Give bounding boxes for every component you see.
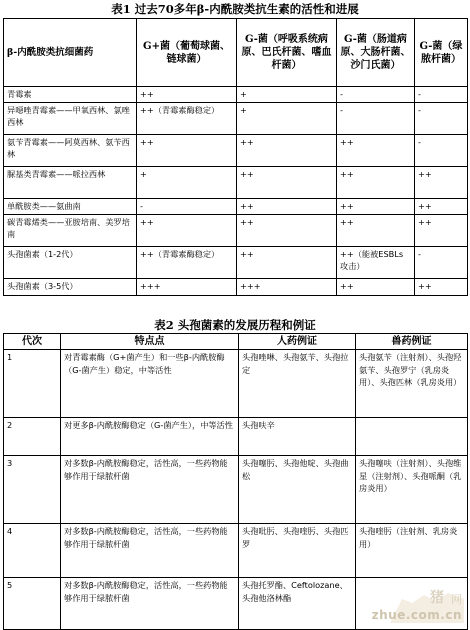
table-cell: ++ bbox=[337, 166, 415, 198]
table-cell: ++（青霉素酶稳定） bbox=[137, 246, 237, 278]
table-cell: 1 bbox=[4, 350, 61, 418]
table2 bbox=[3, 333, 468, 630]
watermark-text: 网 bbox=[451, 593, 462, 606]
table-row bbox=[4, 102, 468, 134]
table-row bbox=[4, 350, 468, 418]
table-row bbox=[4, 166, 468, 198]
table-cell: +++ bbox=[137, 278, 237, 295]
table1-title: 表1 过去70多年β-内酰胺类抗生素的活性和进展 bbox=[111, 2, 359, 16]
table-cell: ++ bbox=[237, 198, 337, 214]
table-cell: ++ bbox=[137, 87, 237, 103]
table1-header: G-菌（绿脓杆菌） bbox=[415, 19, 468, 87]
table-row bbox=[4, 524, 468, 578]
table-cell: - bbox=[415, 87, 468, 103]
table-cell: ++（能被ESBLs攻击） bbox=[337, 246, 415, 278]
table-cell: ++ bbox=[337, 198, 415, 214]
table-row bbox=[4, 246, 468, 278]
table-row bbox=[4, 456, 468, 524]
table-cell: - bbox=[415, 134, 468, 166]
table2-header: 人药例证 bbox=[239, 334, 356, 350]
table2-header: 兽药例证 bbox=[356, 334, 468, 350]
table-row bbox=[4, 418, 468, 456]
table-cell: 对青霉素酶（G+菌产生）和一些β-内酰胺酶（G-菌产生）稳定，中等活性 bbox=[61, 350, 239, 418]
table2-title: 表2 头孢菌素的发展历程和例证 bbox=[154, 318, 316, 332]
table-cell: 头孢吡肟、头孢喹肟、头孢匹罗 bbox=[239, 524, 356, 578]
table-cell: ++（青霉素酶稳定） bbox=[137, 102, 237, 134]
table-cell: 5 bbox=[4, 578, 61, 630]
table-cell: - bbox=[337, 87, 415, 103]
table1-header: G+菌（葡萄球菌、链球菌） bbox=[137, 19, 237, 87]
table1 bbox=[3, 18, 468, 296]
table-cell: 2 bbox=[4, 418, 61, 456]
table2-header: 代次 bbox=[4, 334, 61, 350]
table-cell: 对多数β-内酰胺酶稳定，活性高，一些药物能够作用于绿脓杆菌 bbox=[61, 524, 239, 578]
table-cell: + bbox=[137, 166, 237, 198]
table-cell: + bbox=[237, 102, 337, 134]
table-cell: 头孢呋辛 bbox=[239, 418, 356, 456]
table-cell: 氨苄青霉素——阿莫西林、氨苄西林 bbox=[4, 134, 137, 166]
table-cell: ++ bbox=[337, 134, 415, 166]
table-cell: 头孢噻肟、头孢他啶、头孢曲松 bbox=[239, 456, 356, 524]
table-cell: 头孢菌素（1-2代） bbox=[4, 246, 137, 278]
table-cell: - bbox=[137, 198, 237, 214]
table-cell: 对多数β-内酰胺酶稳定，活性高，一些药物能够作用于绿脓杆菌 bbox=[61, 578, 239, 630]
table-cell: 头孢托罗酯、Ceftolozane、头孢他洛林酯 bbox=[239, 578, 356, 630]
table-cell: - bbox=[337, 102, 415, 134]
table-cell: ++ bbox=[137, 134, 237, 166]
table-cell: 对更多β-内酰胺酶稳定（G-菌产生），中等活性 bbox=[61, 418, 239, 456]
table-cell: ++ bbox=[415, 214, 468, 246]
table-cell: +++ bbox=[237, 278, 337, 295]
table-cell: ++ bbox=[415, 198, 468, 214]
table-cell: ++ bbox=[237, 214, 337, 246]
table2-header-row bbox=[4, 334, 468, 350]
table1-header: β-内酰胺类抗细菌药 bbox=[4, 19, 137, 87]
table-cell: - bbox=[415, 102, 468, 134]
table-cell: 3 bbox=[4, 456, 61, 524]
table-cell: 脲基类青霉素——哌拉西林 bbox=[4, 166, 137, 198]
table1-header: G-菌（肠道病原、大肠杆菌、沙门氏菌） bbox=[337, 19, 415, 87]
table-cell bbox=[356, 418, 468, 456]
table-cell: ++ bbox=[415, 278, 468, 295]
table-row bbox=[4, 134, 468, 166]
table-cell: 单酰胺类——氨曲南 bbox=[4, 198, 137, 214]
table-cell: + bbox=[237, 87, 337, 103]
table-cell: 碳青霉烯类——亚胺培南、美罗培南 bbox=[4, 214, 137, 246]
table-cell: ++ bbox=[237, 166, 337, 198]
table-cell: - bbox=[415, 246, 468, 278]
table-row bbox=[4, 278, 468, 295]
table-row bbox=[4, 87, 468, 103]
table-cell: 头孢菌素（3-5代） bbox=[4, 278, 137, 295]
table-cell: 青霉素 bbox=[4, 87, 137, 103]
table-row bbox=[4, 198, 468, 214]
table-cell: ++ bbox=[237, 134, 337, 166]
table-row bbox=[4, 214, 468, 246]
table-cell: 头孢唑啉、头孢氨苄、头孢拉定 bbox=[239, 350, 356, 418]
table-cell: ++ bbox=[337, 214, 415, 246]
watermark-text: 猪 bbox=[430, 590, 444, 606]
table-cell: 头孢氨苄（注射剂）、头孢羟氨苄、头孢罗宁（乳房炎用）、头孢匹林（乳房炎用） bbox=[356, 350, 468, 418]
table-cell: 头孢喹肟（注射剂、乳房炎用） bbox=[356, 524, 468, 578]
table-cell: 异噁唑青霉素——甲氧西林、氯唑西林 bbox=[4, 102, 137, 134]
table2-header: 特点点 bbox=[61, 334, 239, 350]
table-cell: 对多数β-内酰胺酶稳定，活性高，一些药物能够作用于绿脓杆菌 bbox=[61, 456, 239, 524]
table-cell: ++ bbox=[137, 214, 237, 246]
table-cell: ++ bbox=[237, 246, 337, 278]
table-cell: ++ bbox=[415, 166, 468, 198]
watermark-url: zhue.com.cn bbox=[371, 608, 462, 622]
table-cell: ++ bbox=[337, 278, 415, 295]
table1-header-row bbox=[4, 19, 468, 87]
table-cell: 头孢噻呋（注射剂）、头孢维星（注射剂）、头孢哌酮（乳房炎用） bbox=[356, 456, 468, 524]
table-cell: 4 bbox=[4, 524, 61, 578]
table1-header: G-菌（呼吸系统病原、巴氏杆菌、嗜血杆菌） bbox=[237, 19, 337, 87]
